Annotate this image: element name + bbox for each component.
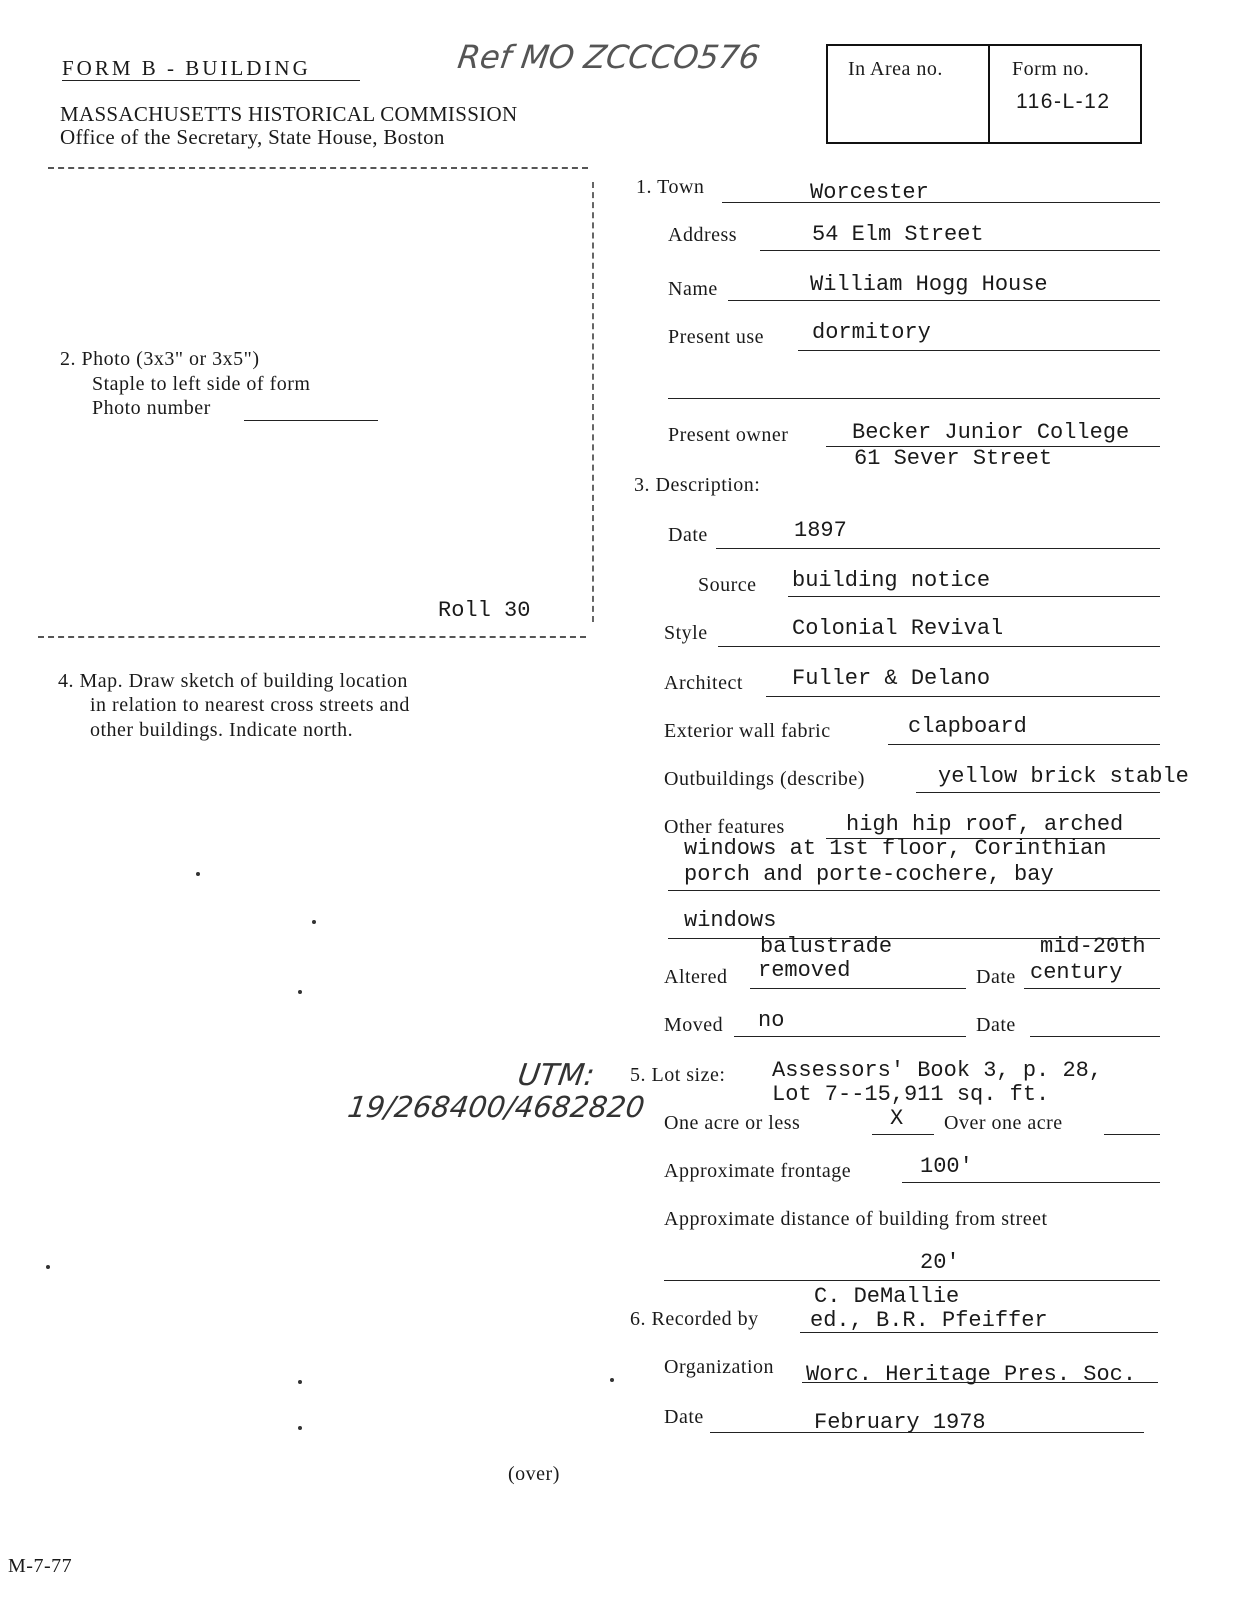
photo-number-label: Photo number — [92, 397, 211, 419]
speck — [46, 1265, 50, 1269]
utm-value: 19/268400/4682820 — [345, 1090, 647, 1124]
style-line — [718, 646, 1160, 647]
name-label: Name — [668, 278, 718, 300]
acre-less-line — [872, 1134, 934, 1135]
wall-fabric-line — [888, 744, 1160, 745]
moved-date-label: Date — [976, 1014, 1016, 1036]
altered-value-2: removed — [758, 958, 851, 983]
outbuildings-line — [916, 792, 1160, 793]
organization-value: Worc. Heritage Pres. Soc. — [806, 1362, 1137, 1387]
altered-label: Altered — [664, 966, 728, 988]
other-features-value-1: high hip roof, arched — [846, 812, 1124, 837]
roll-number: Roll 30 — [438, 598, 531, 623]
area-label: In Area no. — [848, 58, 943, 80]
style-value: Colonial Revival — [792, 616, 1004, 641]
photo-instruction-2: Staple to left side of form — [92, 373, 311, 395]
form-title-underline — [62, 80, 360, 81]
source-value: building notice — [792, 568, 991, 593]
acre-less-value: X — [890, 1106, 904, 1131]
address-line — [760, 250, 1160, 251]
town-value: Worcester — [810, 180, 929, 205]
photo-instruction-1: 2. Photo (3x3" or 3x5") — [60, 348, 260, 370]
present-owner-value-1: Becker Junior College — [852, 420, 1130, 445]
moved-line — [734, 1036, 966, 1037]
present-use-line-2 — [668, 398, 1160, 399]
lot-size-value-2: Lot 7--15,911 sq. ft. — [772, 1082, 1050, 1107]
lot-size-label: 5. Lot size: — [630, 1064, 726, 1086]
form-no-label: Form no. — [1012, 58, 1090, 80]
description-label: 3. Description: — [634, 474, 761, 496]
name-value: William Hogg House — [810, 272, 1048, 297]
outbuildings-label: Outbuildings (describe) — [664, 768, 865, 790]
address-label: Address — [668, 224, 738, 246]
speck — [610, 1378, 614, 1382]
map-instruction-3: other buildings. Indicate north. — [90, 719, 354, 741]
form-title: FORM B - BUILDING — [62, 56, 311, 80]
commission-name: MASSACHUSETTS HISTORICAL COMMISSION — [60, 102, 518, 126]
organization-label: Organization — [664, 1356, 775, 1378]
wall-fabric-value: clapboard — [908, 714, 1027, 739]
speck — [196, 872, 200, 876]
source-label: Source — [698, 574, 757, 596]
outbuildings-value: yellow brick stable — [938, 764, 1189, 789]
organization-line — [802, 1382, 1158, 1383]
handwritten-reference: Ref MO ZCCCO576 — [455, 38, 763, 76]
date-value: 1897 — [794, 518, 847, 543]
recorded-by-label: 6. Recorded by — [630, 1308, 759, 1330]
area-form-box — [826, 44, 1142, 144]
record-date-value: February 1978 — [814, 1410, 986, 1435]
other-features-value-4: windows — [684, 908, 777, 933]
form-no-value: 116-L-12 — [1016, 90, 1111, 113]
acre-over-label: Over one acre — [944, 1112, 1063, 1134]
speck — [312, 920, 316, 924]
name-line — [728, 300, 1160, 301]
architect-line — [766, 696, 1160, 697]
speck — [298, 1426, 302, 1430]
recorded-by-value-1: C. DeMallie — [814, 1284, 960, 1309]
map-instruction-1: 4. Map. Draw sketch of building location — [58, 670, 408, 692]
acre-over-line — [1104, 1134, 1160, 1135]
frontage-line — [902, 1182, 1160, 1183]
frontage-label: Approximate frontage — [664, 1160, 852, 1182]
moved-value: no — [758, 1008, 785, 1033]
other-features-value-3: porch and porte-cochere, bay — [684, 862, 1054, 887]
speck — [298, 1380, 302, 1384]
frontage-value: 100' — [920, 1154, 973, 1179]
present-owner-value-2: 61 Sever Street — [854, 446, 1053, 471]
town-line — [722, 202, 1160, 203]
source-line — [788, 596, 1160, 597]
recorded-by-value-2: ed., B.R. Pfeiffer — [810, 1308, 1048, 1333]
address-value: 54 Elm Street — [812, 222, 984, 247]
altered-date-label: Date — [976, 966, 1016, 988]
other-features-label: Other features — [664, 816, 785, 838]
architect-value: Fuller & Delano — [792, 666, 991, 691]
box-divider — [988, 46, 990, 142]
vertical-separator — [592, 182, 594, 622]
architect-label: Architect — [664, 672, 743, 694]
over-note: (over) — [508, 1463, 560, 1485]
photo-number-line — [244, 420, 378, 421]
map-instruction-2: in relation to nearest cross streets and — [90, 694, 410, 716]
date-line — [716, 548, 1160, 549]
altered-value-1: balustrade — [760, 934, 893, 959]
altered-line — [750, 988, 966, 989]
other-features-value-2: windows at 1st floor, Corinthian — [684, 836, 1107, 861]
altered-date-value-1: mid-20th — [1040, 934, 1146, 959]
office-address: Office of the Secretary, State House, Boston — [60, 125, 445, 149]
other-features-line-2 — [668, 890, 1160, 891]
distance-value: 20' — [920, 1250, 960, 1275]
moved-label: Moved — [664, 1014, 724, 1036]
date-label: Date — [668, 524, 708, 546]
distance-label: Approximate distance of building from street — [664, 1208, 1048, 1230]
style-label: Style — [664, 622, 708, 644]
present-use-value: dormitory — [812, 320, 931, 345]
altered-date-line — [1024, 988, 1160, 989]
form-code: M-7-77 — [8, 1555, 73, 1577]
distance-line — [664, 1280, 1160, 1281]
town-label: 1. Town — [636, 176, 705, 198]
acre-less-label: One acre or less — [664, 1112, 801, 1134]
separator-mid — [38, 636, 586, 638]
speck — [298, 990, 302, 994]
separator-top — [48, 167, 588, 169]
record-date-label: Date — [664, 1406, 704, 1428]
moved-date-line — [1030, 1036, 1160, 1037]
altered-date-value-2: century — [1030, 960, 1123, 985]
record-date-line — [710, 1432, 1144, 1433]
present-use-label: Present use — [668, 326, 765, 348]
present-owner-label: Present owner — [668, 424, 789, 446]
wall-fabric-label: Exterior wall fabric — [664, 720, 831, 742]
present-use-line — [798, 350, 1160, 351]
recorded-by-line — [800, 1332, 1158, 1333]
utm-label: UTM: — [515, 1058, 597, 1093]
lot-size-value-1: Assessors' Book 3, p. 28, — [772, 1058, 1103, 1083]
